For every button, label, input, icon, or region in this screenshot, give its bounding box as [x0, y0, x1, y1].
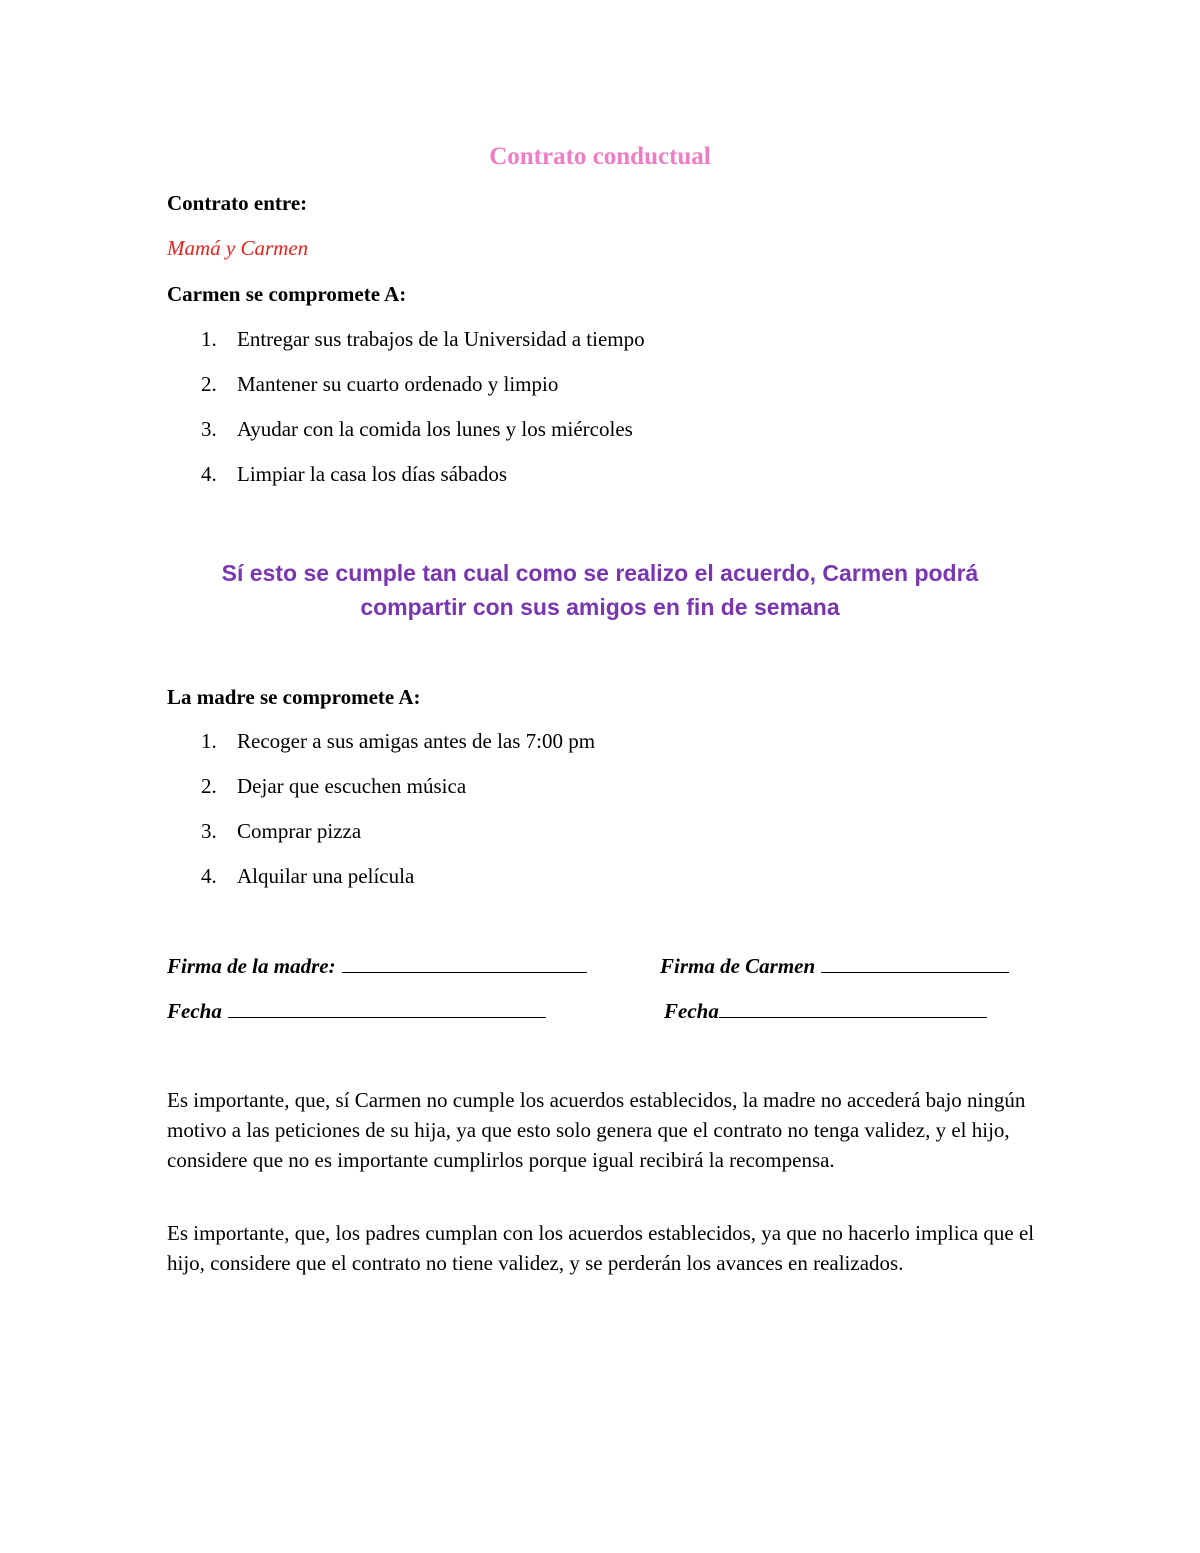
- parents-paragraph: Es importante, que, los padres cumplan con los acuerdos establecidos, ya que no hacerlo implica que el hijo, considere que el contrato no tiene validez, y se perderán los avances en realizados.: [167, 1221, 1035, 1275]
- list-item-text: Entregar sus trabajos de la Universidad a tiempo: [237, 327, 645, 351]
- contract-between-label: Contrato entre:: [167, 191, 308, 215]
- mother-signature-line: [342, 952, 587, 973]
- list-item-text: Alquilar una película: [237, 864, 415, 888]
- mother-date-field: [167, 997, 546, 1025]
- list-item-text: Mantener su cuarto ordenado y limpio: [237, 372, 559, 396]
- list-number: 2.: [201, 774, 217, 798]
- consequence-paragraph: Es importante, que, sí Carmen no cumple los acuerdos establecidos, la madre no accederá bajo ningún motivo a las peticiones de su hija, ya que esto solo genera que el contrato no tenga validez, y el hijo, considere que no es importante cumplirlos porque igual recibirá la recompensa.: [167, 1088, 1026, 1172]
- list-item-text: Ayudar con la comida los lunes y los miércoles: [237, 417, 633, 441]
- carmen-commits-heading: Carmen se compromete A:: [167, 282, 407, 306]
- list-item-text: Dejar que escuchen música: [237, 774, 467, 798]
- mother-commits-heading: La madre se compromete A:: [167, 685, 421, 709]
- list-number: 1.: [201, 327, 217, 351]
- carmen-date-field: [664, 997, 987, 1025]
- reward-statement: [150, 556, 1050, 624]
- list-item-text: Comprar pizza: [237, 819, 362, 843]
- document-title: Contrato conductual: [489, 143, 711, 170]
- list-number: 2.: [201, 372, 217, 396]
- contract-parties: Mamá y Carmen: [167, 236, 309, 260]
- reward-line-1: Sí esto se cumple tan cual como se realizo el acuerdo, Carmen podrá: [221, 560, 979, 586]
- list-number: 4.: [201, 864, 217, 888]
- mother-date-line: [228, 997, 546, 1018]
- list-item-text: Recoger a sus amigas antes de las 7:00 pm: [237, 729, 596, 753]
- mother-signature-field: [167, 952, 587, 980]
- carmen-date-line: [719, 997, 987, 1018]
- carmen-date-label: Fecha: [664, 999, 719, 1023]
- list-number: 3.: [201, 417, 217, 441]
- mother-signature-label: Firma de la madre:: [167, 954, 336, 978]
- carmen-signature-label: Firma de Carmen: [660, 954, 816, 978]
- list-item-text: Limpiar la casa los días sábados: [237, 462, 508, 486]
- list-number: 1.: [201, 729, 217, 753]
- reward-line-2: compartir con sus amigos en fin de semana: [360, 594, 840, 620]
- carmen-signature-line: [821, 952, 1009, 973]
- mother-date-label: Fecha: [167, 999, 222, 1023]
- list-number: 3.: [201, 819, 217, 843]
- list-number: 4.: [201, 462, 217, 486]
- carmen-signature-field: [660, 952, 1009, 980]
